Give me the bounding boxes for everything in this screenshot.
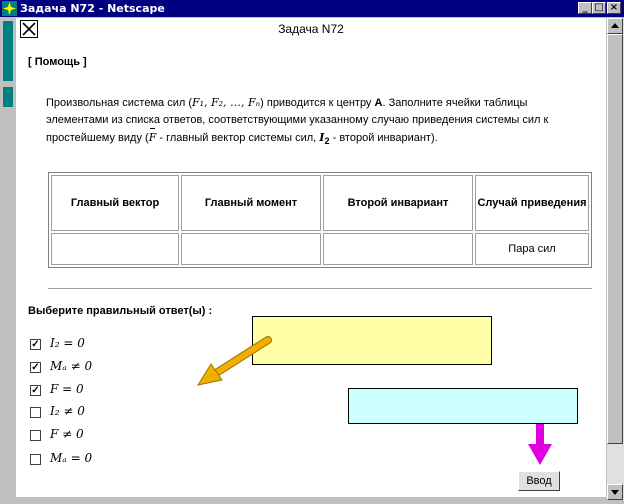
page-content [16, 18, 606, 497]
invariant-subscript: 2 [324, 136, 330, 147]
frame-decor [3, 87, 13, 107]
option-label: I₂ = 0 [50, 336, 85, 350]
left-frame [0, 17, 16, 500]
close-window-button[interactable]: × [607, 2, 621, 14]
header-second-invariant: Второй инвариант [323, 175, 473, 231]
option-label: Mₐ = 0 [50, 451, 93, 465]
center-label: А [374, 97, 383, 109]
desc-text: . Заполните ячейки таблицы элементами из списка ответов, соответствующими указанному случаю приведения системы сил к простейшему виду ( [46, 97, 549, 144]
arrow-down-icon [608, 485, 622, 499]
vertical-scrollbar[interactable] [607, 18, 624, 500]
main-vector-symbol: F [148, 131, 157, 144]
orange-arrow-icon [198, 340, 268, 385]
scroll-down-button[interactable] [607, 484, 623, 500]
cell-reduction-case: Пара сил [475, 233, 589, 265]
option-label: I₂ ≠ 0 [50, 404, 85, 418]
netscape-app-icon [2, 1, 17, 16]
header-main-moment: Главный момент [181, 175, 321, 231]
invariant-symbol: I [319, 131, 325, 144]
option-label: F = 0 [50, 382, 84, 396]
frame-decor [3, 21, 13, 81]
help-link[interactable]: [ Помощь ] [28, 56, 87, 68]
checkbox[interactable]: ✓ [31, 339, 40, 350]
forces-formula: F₁, F₂, …, Fₙ [191, 96, 261, 109]
option-label: F ≠ 0 [50, 427, 84, 441]
option-label: Mₐ ≠ 0 [50, 359, 93, 373]
desc-text: ) приводится к центру [260, 97, 375, 109]
choose-label: Выберите правильный ответ(ы) : [28, 305, 213, 317]
header-main-vector: Главный вектор [51, 175, 179, 231]
maximize-button[interactable]: □ [592, 2, 606, 14]
hint-arrows [16, 18, 606, 497]
submit-button[interactable]: Ввод [518, 471, 560, 491]
scroll-thumb[interactable] [607, 34, 623, 444]
checkbox[interactable]: ✓ [31, 362, 40, 373]
desc-text: Произвольная система сил ( [46, 97, 192, 109]
desc-text: - второй инвариант). [329, 132, 438, 144]
minimize-button[interactable]: _ [578, 2, 592, 14]
desc-text: - главный вектор системы сил, [156, 132, 320, 144]
scroll-up-button[interactable] [607, 18, 623, 34]
arrow-up-icon [608, 19, 622, 33]
title-bar [0, 0, 624, 17]
checkbox[interactable]: ✓ [31, 385, 40, 396]
magenta-arrow-icon [528, 424, 552, 465]
page-title: Задача N72 [278, 22, 344, 36]
window-title: Задача N72 - Netscape [20, 2, 165, 15]
header-reduction-case: Случай приведения [475, 175, 589, 231]
